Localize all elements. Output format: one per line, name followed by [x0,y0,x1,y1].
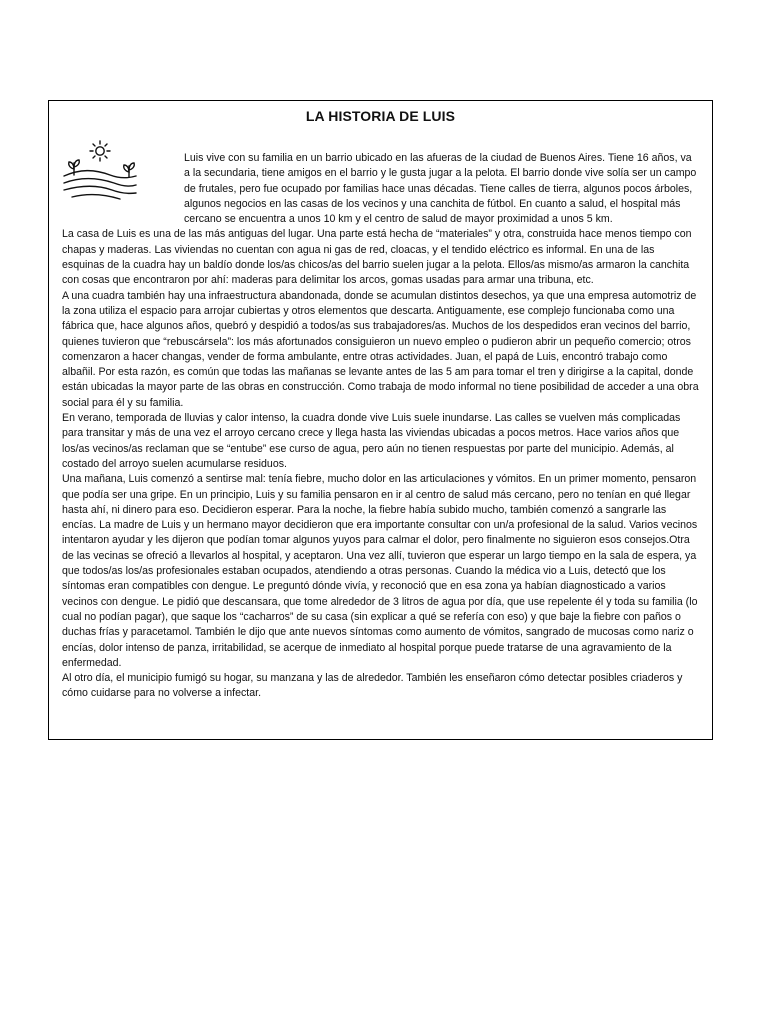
intro-paragraph: Luis vive con su familia en un barrio ubicado en las afueras de la ciudad de Buenos Aires. Tiene 16 años, va a la secundaria, tiene amigos en el barrio y le gusta jugar a la pelota. El barrio donde vive solía ser un campo de frutales, pero fue ocupado por familias hace unas décadas. Tiene calles de tierra, algunos pocos árboles, algunos negocios en las casas de los vecinos y una canchita de fútbol. En cuanto a salud, el hospital más cercano se encuentra a unos 10 km y el centro de salud de mayor proximidad a unos 5 km. [184,152,697,226]
intro-section [62,139,699,227]
story-frame [48,100,713,740]
paragraph: A una cuadra también hay una infraestructura abandonada, donde se acumulan distintos desechos, ya que una empresa automotriz de la zona utiliza el espacio para arrojar cubiertas y otros elementos que descarta. Antiguamente, ese complejo funcionaba como una fábrica que, hace algunos años, quebró y despidió a todos/as sus trabajadores/as. Muchos de los despedidos eran vecinos del barrio, quienes tuvieron que “rebuscársela”: los más afortunados consiguieron un nuevo empleo o pudieron abrir un pequeño comercio; otros comenzaron a hacer changas, vender de forma ambulante, entre otras actividades. Juan, el papá de Luis, encontró trabajo como albañil. Por esta razón, es común que todas las mañanas se levante antes de las 5 am para tomar el tren y dirigirse a la capital, donde están ubicadas la mayor parte de las obras en construcción. Como trabaja de modo informal no tiene posibilidad de acceder a una obra social para él y su familia. [62,289,699,409]
paragraph: Una mañana, Luis comenzó a sentirse mal: tenía fiebre, mucho dolor en las articulaciones y vómitos. En un primer momento, pensaron que podía ser una gripe. En un principio, Luis y su familia pensaron en ir al centro de salud más cercano, pero no tenían en qué llegar hasta ahí, ni dinero para eso. Decidieron esperar. Para la noche, la fiebre había subido mucho, también comenzó a sangrarle las encías. La madre de Luis y un hermano mayor decidieron que era importante consultar con un/a profesional de la salud. Varios vecinos intentaron ayudar y les dijeron que podían tomar algunos yuyos para calmar el dolor, pero finalmente no siguieron esos consejos.Otra de las vecinas se ofreció a llevarlos al hospital, y aceptaron. Una vez allí, tuvieron que esperar un largo tiempo en la sala de espera, ya que todos/as los/as profesionales estaban ocupados, atendiendo a otras personas. Cuando la médica vio a Luis, detectó que los síntomas eran compatibles con dengue. Le preguntó dónde vivía, y reconoció que en esa zona ya habían diagnosticado a varios vecinos con dengue. Le pidió que descansara, que tome alrededor de 3 litros de agua por día, que use repelente él y toda su familia (lo cual no podían pagar), que saque los “cacharros” de su casa (sin explicar a qué se refería con eso) y que baje la fiebre con paños o duchas frías y paracetamol. También le dijo que ante nuevos síntomas como aumento de vómitos, sangrado de mucosas como nariz o encías, dolor intenso de panza, irritabilidad, se acerque de inmediato al hospital porque puede tratarse de una agravamiento de la enfermedad. [62,473,698,669]
paragraph: Al otro día, el municipio fumigó su hogar, su manzana y las de alrededor. También les enseñaron cómo detectar posibles criaderos y cómo cuidarse para no volverse a infectar. [62,672,683,700]
story-body [62,227,699,701]
paragraph: En verano, temporada de lluvias y calor intenso, la cuadra donde vive Luis suele inundarse. Las calles se vuelven más complicadas para transitar y más de una vez el arroyo cercano crece y llega hasta las viviendas ubicadas a pocos metros. Hace varios años que los/as vecinos/as reclaman que se “entube” ese curso de agua, pero aún no tienen respuestas por parte del municipio. Además, al costado del arroyo suelen acumularse residuos. [62,412,681,470]
page-title: LA HISTORIA DE LUIS [305,108,456,124]
sun-fields-trees-icon [62,139,184,207]
paragraph: La casa de Luis es una de las más antiguas del lugar. Una parte está hecha de “materiales” y otra, construida hace menos tiempo con chapas y maderas. Las viviendas no cuentan con agua ni gas de red, cloacas, y el tendido eléctrico es informal. En una de las esquinas de la cuadra hay un baldío donde los/as chicos/as del barrio suelen jugar a la pelota. Ellos/as mismo/as armaron la canchita con cosas que encontraron por ahí: maderas para delimitar los arcos, gomas usadas para armar una tribuna, etc. [62,228,692,287]
